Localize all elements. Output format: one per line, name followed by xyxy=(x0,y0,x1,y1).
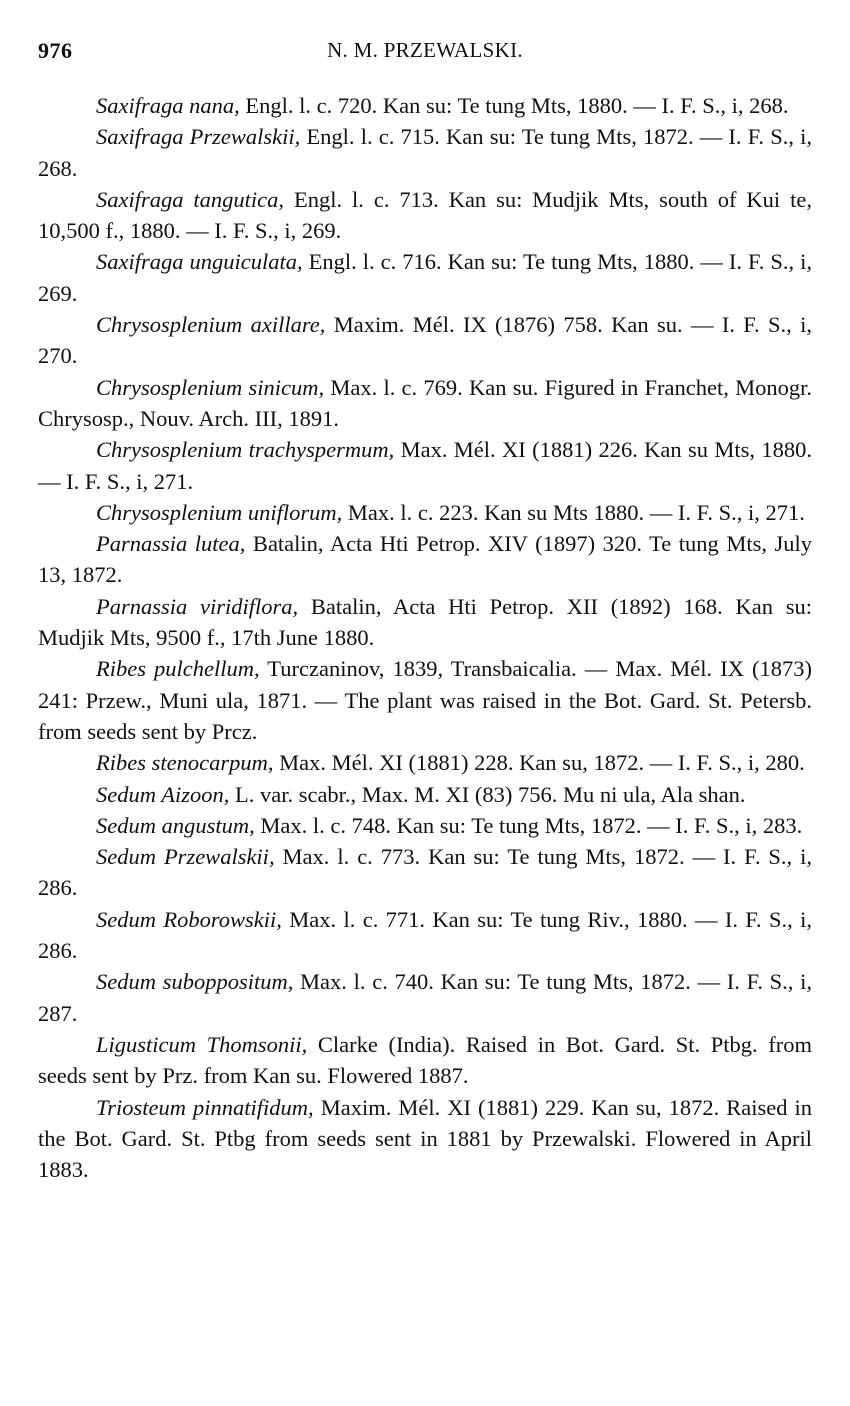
species-entry xyxy=(38,246,812,309)
species-name: Sedum Roborowskii, xyxy=(96,906,282,932)
species-citation: Maxim. Mél. IX (1876) 758. Kan su. — I. F. S., i, 270. xyxy=(38,312,812,369)
species-name: Ribes pulchellum, xyxy=(96,656,260,682)
species-name: Saxifraga Przewalskii, xyxy=(96,124,301,150)
species-name: Parnassia lutea, xyxy=(96,531,246,557)
species-citation: Max. l. c. 773. Kan su: Te tung Mts, 1872. — I. F. S., i, 286. xyxy=(38,844,813,901)
species-citation: Max. Mél. XI (1881) 228. Kan su, 1872. — I. F. S., i, 280. xyxy=(273,750,805,776)
species-entry xyxy=(38,434,812,497)
species-entry xyxy=(38,184,812,247)
species-citation: Max. l. c. 223. Kan su Mts 1880. — I. F. S., i, 271. xyxy=(342,499,805,525)
species-citation: Max. l. c. 740. Kan su: Te tung Mts, 1872. — I. F. S., i, 287. xyxy=(38,969,813,1026)
species-entry xyxy=(38,779,812,810)
species-entry xyxy=(38,653,812,747)
species-name: Parnassia viridiflora, xyxy=(96,593,299,619)
species-name: Chrysosplenium sinicum, xyxy=(96,374,325,400)
page-number: 976 xyxy=(38,38,73,63)
species-citation: Max. l. c. 748. Kan su: Te tung Mts, 1872. — I. F. S., i, 283. xyxy=(254,812,803,838)
species-name: Sedum suboppositum, xyxy=(96,969,294,995)
species-citation: Max. l. c. 771. Kan su: Te tung Riv., 1880. — I. F. S., i, 286. xyxy=(38,906,812,964)
species-entry xyxy=(38,591,812,654)
species-citation: Maxim. Mél. XI (1881) 229. Kan su, 1872. Raised in the Bot. Gard. St. Ptbg from seeds sent in 1881 by Przewalski. Flowered in April 1883. xyxy=(38,1094,813,1183)
species-entry xyxy=(38,841,812,904)
species-name: Sedum angustum, xyxy=(96,812,255,838)
species-entry xyxy=(38,1029,812,1092)
species-citation: Engl. l. c. 715. Kan su: Te tung Mts, 1872. — I. F. S., i, 268. xyxy=(38,124,812,181)
species-name: Saxifraga nana, xyxy=(96,93,240,118)
species-entry xyxy=(38,1092,812,1186)
species-citation: Max. Mél. XI (1881) 226. Kan su Mts, 1880. — I. F. S., i, 271. xyxy=(38,437,813,494)
species-entry xyxy=(38,372,812,435)
species-name: Ligusticum Thomsonii, xyxy=(96,1031,308,1057)
species-name: Saxifraga unguiculata, xyxy=(96,249,303,275)
species-name: Chrysosplenium trachyspermum, xyxy=(96,437,395,463)
species-citation: Engl. l. c. 713. Kan su: Mudjik Mts, south of Kui te, 10,500 f., 1880. — I. F. S., i, 269. xyxy=(38,186,812,244)
species-entry xyxy=(38,309,812,372)
species-entry xyxy=(38,810,812,841)
species-entry xyxy=(38,747,812,778)
species-citation: Turczaninov, 1839, Transbaicalia. — Max. Mél. IX (1873) 241: Przew., Muni ula, 1871. — The plant was raised in the Bot. Gard. St. Petersb. from seeds sent by Prcz. xyxy=(38,656,813,744)
species-entry xyxy=(38,966,812,1029)
species-citation: Batalin, Acta Hti Petrop. XIV (1897) 320. Te tung Mts, July 13, 1872. xyxy=(38,531,812,588)
species-citation: Max. l. c. 769. Kan su. Figured in Franchet, Monogr. Chrysosp., Nouv. Arch. III, 1891. xyxy=(38,374,812,431)
species-entry xyxy=(38,528,812,591)
species-list xyxy=(38,90,812,1185)
species-citation: L. var. scabr., Max. M. XI (83) 756. Mu ni ula, Ala shan. xyxy=(229,781,746,807)
species-citation: Batalin, Acta Hti Petrop. XII (1892) 168. Kan su: Mudjik Mts, 9500 f., 17th June 1880. xyxy=(38,593,812,651)
species-entry xyxy=(38,90,812,121)
species-entry xyxy=(38,904,812,967)
species-entry xyxy=(38,121,812,184)
species-name: Chrysosplenium axillare, xyxy=(96,312,326,338)
running-head: N. M. PRZEWALSKI. xyxy=(327,38,523,62)
species-name: Sedum Przewalskii, xyxy=(96,844,275,870)
species-name: Sedum Aizoon, xyxy=(96,781,230,807)
species-name: Ribes stenocarpum, xyxy=(96,750,274,776)
species-citation: Clarke (India). Raised in Bot. Gard. St. Ptbg. from seeds sent by Prz. from Kan su. Flowered 1887. xyxy=(38,1031,813,1089)
species-entry xyxy=(38,497,812,528)
species-citation: Engl. l. c. 720. Kan su: Te tung Mts, 1880. — I. F. S., i, 268. xyxy=(239,93,789,118)
species-name: Triosteum pinnatifidum, xyxy=(96,1094,314,1120)
species-name: Chrysosplenium uniflorum, xyxy=(96,499,343,525)
species-name: Saxifraga tangutica, xyxy=(96,186,285,212)
page-header xyxy=(38,38,812,70)
species-citation: Engl. l. c. 716. Kan su: Te tung Mts, 1880. — I. F. S., i, 269. xyxy=(38,249,812,306)
